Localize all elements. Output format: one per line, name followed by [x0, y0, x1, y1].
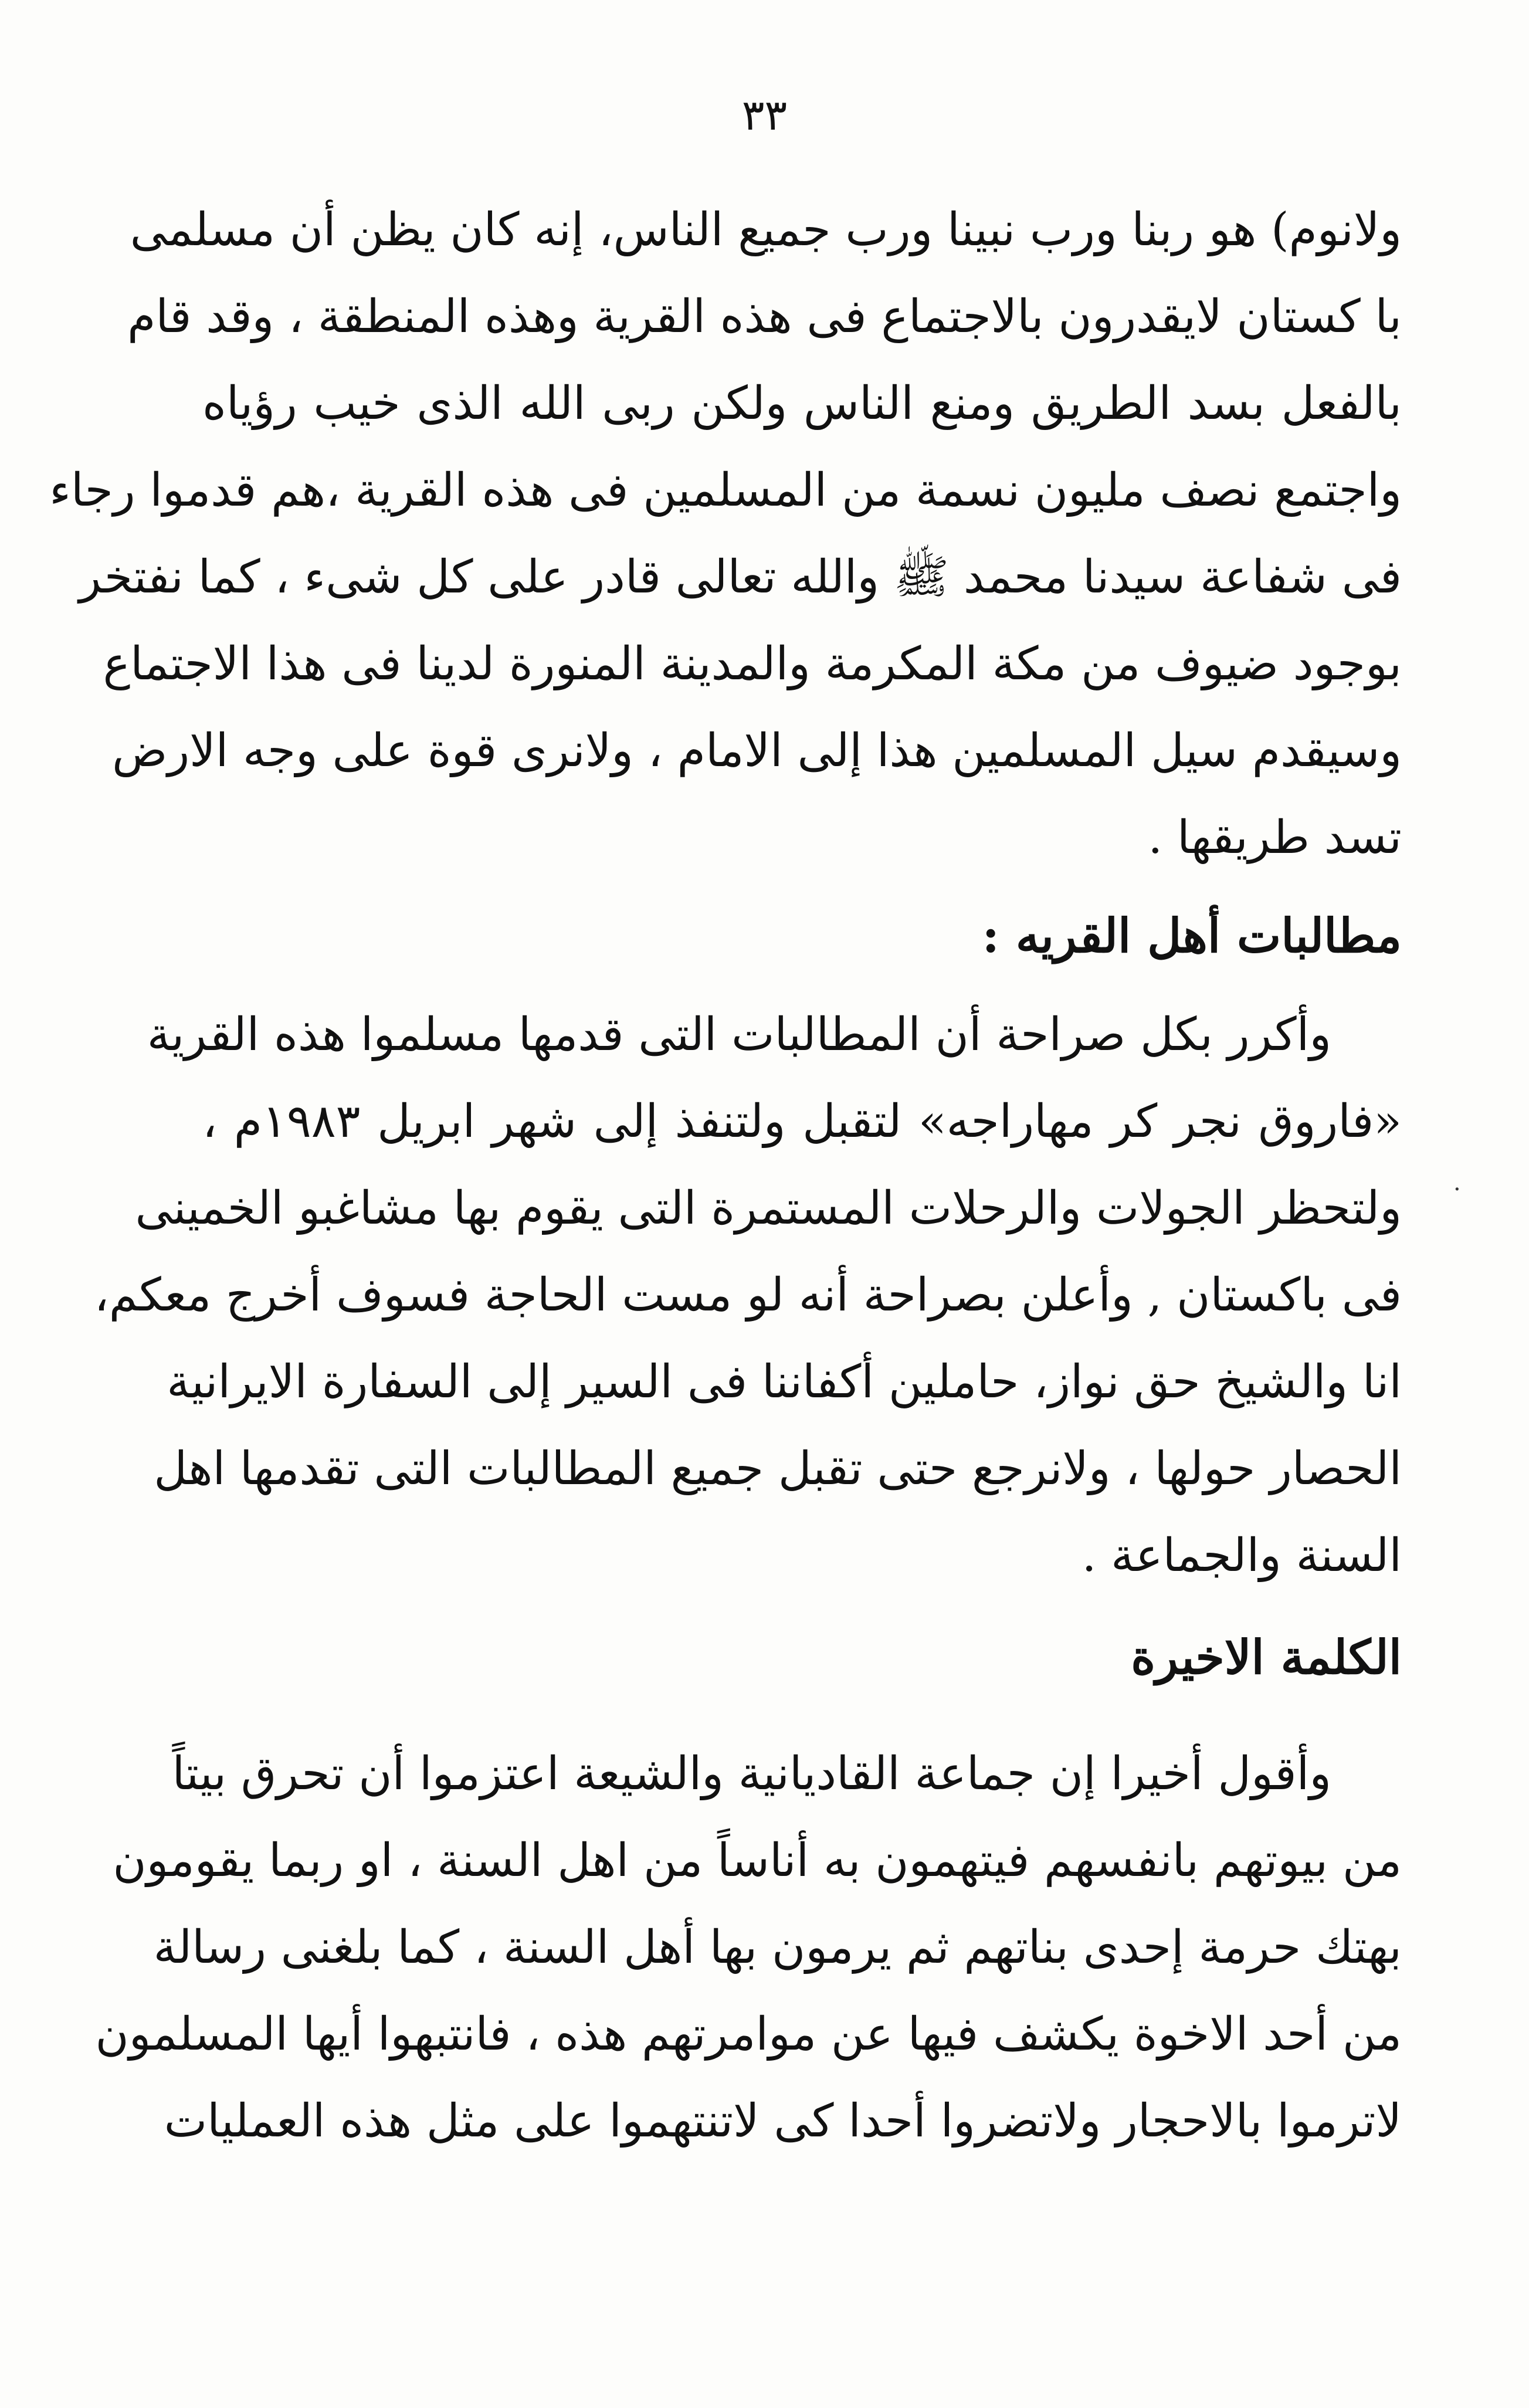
text-line: وسيقدم سيل المسلمين هذا إلى الامام ، ولانرى قوة على وجه الارض	[112, 724, 1402, 777]
paragraph-demands	[94, 991, 1402, 1599]
text-line: من بيوتهم بانفسهم فيتهمون به أناساً من اهل السنة ، او ربما يقومون	[113, 1834, 1402, 1887]
text-line: وأكرر بكل صراحة أن المطالبات التى قدمها مسلموا هذه القرية	[147, 1008, 1331, 1061]
text-line: «فاروق نجر كر مهاراجه» لتقبل ولتنفذ إلى شهر ابريل ١٩٨٣م ،	[202, 1095, 1402, 1148]
text-line: الحصار حولها ، ولانرجع حتى تقبل جميع المطالبات التى تقدمها اهل	[154, 1442, 1402, 1495]
text-line: لاترموا بالاحجار ولاتضروا أحدا كى لاتنتهموا على مثل هذه العمليات	[164, 2095, 1402, 2148]
text-line: فى شفاعة سيدنا محمد ﷺ والله تعالى قادر على كل شىء ، كما نفتخر	[79, 551, 1402, 604]
text-line: بالفعل بسد الطريق ومنع الناس ولكن ربى الله الذى خيب رؤياه	[202, 377, 1402, 430]
text-line: تسد طريقها .	[1148, 811, 1402, 864]
text-line: فى باكستان , وأعلن بصراحة أنه لو مست الحاجة فسوف أخرج معكم،	[94, 1269, 1402, 1322]
section-heading-village-demands: مطالبات أهل القريه :	[982, 908, 1402, 963]
paragraph-final	[95, 1730, 1402, 2165]
text-line: بوجود ضيوف من مكة المكرمة والمدينة المنورة لدينا فى هذا الاجتماع	[103, 638, 1402, 690]
text-line: بهتك حرمة إحدى بناتهم ثم يرمون بها أهل السنة ، كما بلغنى رسالة	[153, 1921, 1402, 1974]
text-line: من أحد الاخوة يكشف فيها عن موامرتهم هذه ، فانتبهوا أيها المسلمون	[95, 2008, 1402, 2061]
text-line: با كستان لايقدرون بالاجتماع فى هذه القرية وهذه المنطقة ، وقد قام	[127, 290, 1402, 343]
page-number: ٣٣	[741, 90, 788, 140]
text-line: ولتحظر الجولات والرحلات المستمرة التى يقوم بها مشاغبو الخمينى	[135, 1182, 1402, 1235]
section-heading-final-word: الكلمة الاخيرة	[1131, 1630, 1402, 1685]
text-line: السنة والجماعة .	[1082, 1529, 1402, 1582]
text-line: ولانوم) هو ربنا ورب نبينا ورب جميع الناس، إنه كان يظن أن مسلمى	[130, 204, 1402, 256]
margin-dot-mark: ·	[1453, 1176, 1461, 1203]
text-line: انا والشيخ حق نواز، حاملين أكفاننا فى السير إلى السفارة الايرانية	[167, 1356, 1402, 1408]
text-line: وأقول أخيرا إن جماعة القاديانية والشيعة اعتزموا أن تحرق بيتاً	[172, 1747, 1331, 1800]
paragraph-continuation	[49, 187, 1402, 881]
text-line: واجتمع نصف مليون نسمة من المسلمين فى هذه القرية ،هم قدموا رجاء	[49, 464, 1402, 517]
